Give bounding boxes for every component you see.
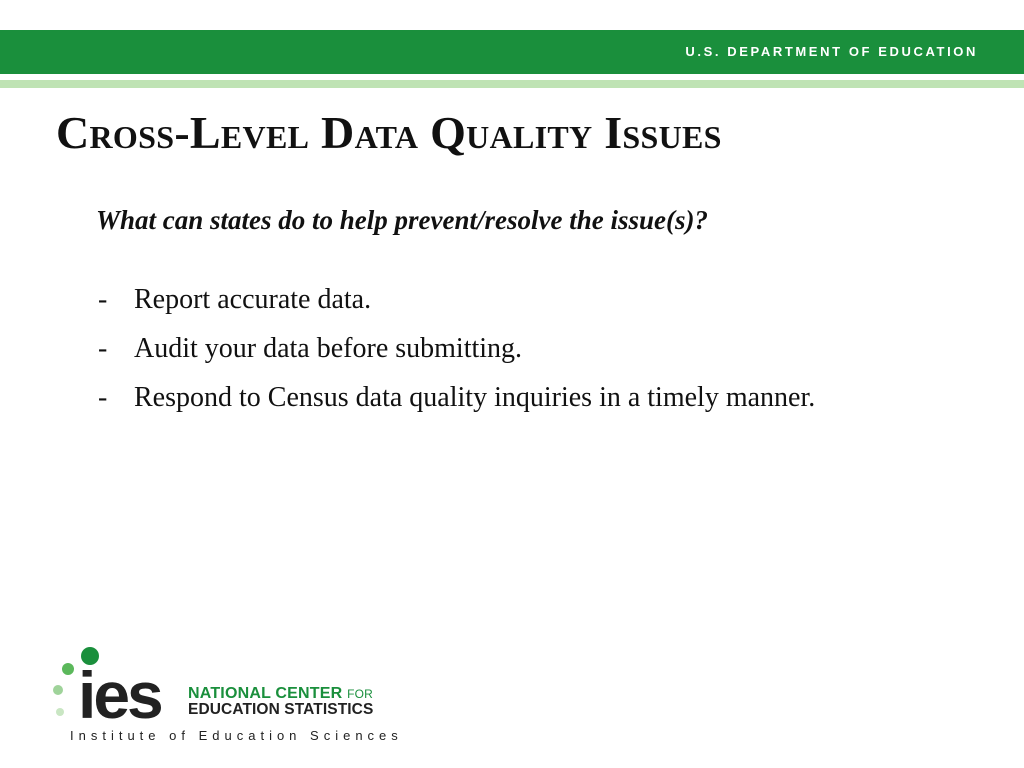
logo-dot [56,708,64,716]
logo-dot [53,685,63,695]
logo-tagline: Institute of Education Sciences [70,728,403,743]
department-label: U.S. DEPARTMENT OF EDUCATION [685,44,978,59]
ies-logo [48,644,403,754]
nces-line2: EDUCATION STATISTICS [188,701,374,718]
bullet-marker: - [98,284,108,315]
bullet-item [96,378,876,418]
bullet-marker: - [98,382,108,413]
bullet-item [96,329,876,369]
bullet-item [96,280,876,320]
bullet-list [96,280,876,427]
logo-lettermark: ies [78,658,161,728]
logo-dot [62,663,74,675]
bullet-text: Report accurate data. [134,284,372,315]
bullet-text: Respond to Census data quality inquiries in a timely manner. [134,382,816,413]
bullet-marker: - [98,333,108,364]
nces-for: FOR [347,687,373,701]
nces-name [188,686,373,718]
slide-title: Cross-Level Data Quality Issues [56,107,722,158]
slide-question: What can states do to help prevent/resolve the issue(s)? [96,205,708,235]
bullet-text: Audit your data before submitting. [134,333,523,364]
header-stripe [0,80,1024,88]
nces-line1: NATIONAL CENTER [188,685,343,702]
